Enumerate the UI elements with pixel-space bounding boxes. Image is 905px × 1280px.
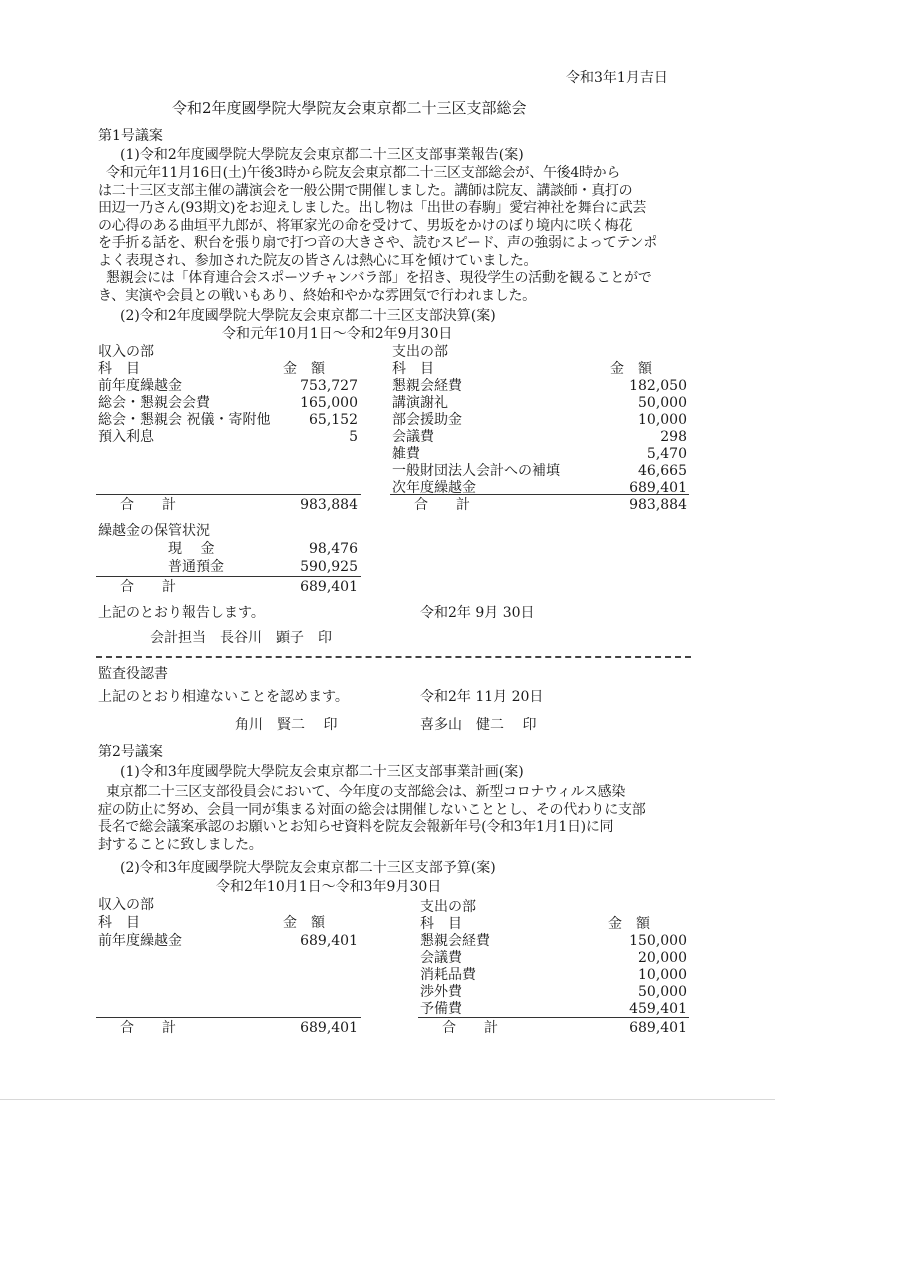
agenda2-heading: 第2号議案 [98,744,163,760]
expense-item: 講演謝礼 [392,395,448,411]
income-col-amount: 金 額 [283,361,325,377]
agenda2-period: 令和2年10月1日～令和3年9月30日 [216,879,442,895]
income-amount: 689,401 [300,933,358,949]
expense-heading: 支出の部 [392,344,448,360]
agenda1-paragraph [98,165,698,305]
p1-line: は二十三区支部主催の講演会を一般公開で開催しました。講師は院友、講談師・真打の [98,182,633,199]
expense-item: 雑費 [392,446,420,462]
income-col-amount: 金 額 [283,915,325,931]
custody-item: 現 金 [168,541,215,557]
p-line: 症の防止に努め、会員一同が集まる対面の総会は開催しないこととし、その代わりに支部 [98,801,646,818]
agenda1-heading: 第1号議案 [98,128,163,144]
income-item: 総会・懇親会 祝儀・寄附他 [98,412,271,428]
agenda2-sub1: (1)令和3年度國學院大學院友会東京都二十三区支部事業計画(案) [120,764,524,780]
expense-item: 会議費 [392,429,434,445]
agenda1-sub2: (2)令和2年度國學院大學院友会東京都二十三区支部決算(案) [120,308,496,324]
expense-item: 消耗品費 [420,967,476,983]
agenda2-sub2: (2)令和3年度國學院大學院友会東京都二十三区支部予算(案) [120,860,496,876]
auditor-2: 喜多山 健二 印 [420,717,537,733]
expense-item: 予備費 [420,1001,462,1017]
custody-item: 普通預金 [168,559,224,575]
expense-amount: 459,401 [629,1001,687,1017]
custody-total: 689,401 [300,579,358,595]
custody-total-label: 合 計 [120,579,176,595]
expense-total-rule [390,494,689,495]
income-amount: 753,727 [300,378,358,394]
document-date: 令和3年1月吉日 [566,70,668,86]
expense-amount: 182,050 [629,378,687,394]
income-col-item: 科 目 [98,915,140,931]
expense-amount: 46,665 [638,463,687,479]
income-total: 689,401 [300,1020,358,1036]
expense-total: 983,884 [629,497,687,513]
audit-date: 令和2年 11月 20日 [420,689,544,705]
p1-line: 田辺一乃さん(93期文)をお迎えしました。出し物は「出世の春駒」愛宕神社を舞台に武芸 [98,200,647,216]
income-total-label: 合 計 [120,1020,176,1036]
expense-total-label: 合 計 [442,1020,498,1036]
expense-item: 懇親会経費 [420,933,490,949]
auditor-1: 角川 賢二 印 [235,717,338,733]
expense-amount: 50,000 [638,395,687,411]
custody-total-rule [96,576,361,577]
expense-amount: 10,000 [638,412,687,428]
income-item: 預入利息 [98,429,154,445]
income-amount: 165,000 [300,395,358,411]
expense-item: 会議費 [420,950,462,966]
expense-item: 一般財団法人会計への補填 [392,463,560,479]
custody-heading: 繰越金の保管状況 [98,523,210,539]
expense-col-item: 科 目 [420,916,462,932]
section-divider [96,656,691,658]
income-amount: 5 [349,429,358,445]
page-bottom-rule [0,1099,775,1100]
income-total-rule [96,494,361,495]
accountant-signature: 会計担当 長谷川 顕子 印 [150,630,332,646]
p2-line: 懇親会には「体育連合会スポーツチャンバラ部」を招き、現役学生の活動を観ることがで [106,270,652,286]
expense-col-item: 科 目 [392,361,434,377]
agenda1-sub1: (1)令和2年度國學院大學院友会東京都二十三区支部事業報告(案) [120,147,524,163]
p-line: 封することに致しました。 [98,836,263,853]
p-line: 東京都二十三区支部役員会において、今年度の支部総会は、新型コロナウィルス感染 [106,784,626,800]
income-heading: 収入の部 [98,897,154,913]
p-line: 長名で総会議案承認のお願いとお知らせ資料を院友会報新年号(令和3年1月1日)に同 [98,819,614,835]
income-item: 総会・懇親会会費 [98,395,210,411]
report-text: 上記のとおり報告します。 [98,605,265,621]
expense-item: 懇親会経費 [392,378,462,394]
income-item: 前年度繰越金 [98,378,182,394]
expense-col-amount: 金 額 [610,361,652,377]
expense-item: 渉外費 [420,984,462,1000]
expense-amount: 5,470 [646,446,687,462]
income-col-item: 科 目 [98,361,140,377]
audit-heading: 監査役認書 [98,666,168,682]
expense-heading: 支出の部 [420,899,476,915]
expense-total-rule [418,1017,689,1018]
income-heading: 収入の部 [98,344,154,360]
expense-amount: 689,401 [629,480,687,496]
p2-line: き、実演や会員との戦いもあり、終始和やかな雰囲気で行われました。 [98,287,536,304]
expense-amount: 298 [660,429,687,445]
custody-amount: 98,476 [309,541,358,557]
p1-line: の心得のある曲垣平九郎が、将軍家光の命を受けて、男坂をかけのぼり境内に咲く梅花 [98,217,633,234]
p1-line: よく表現され、参加された院友の皆さんは熱心に耳を傾けていました。 [98,252,538,269]
p1-line: を手折る話を、釈台を張り扇で打つ音の大きさや、読むスピード、声の強弱によってテンポ [98,235,657,251]
expense-item: 次年度繰越金 [392,480,476,496]
custody-amount: 590,925 [300,559,358,575]
expense-amount: 20,000 [638,950,687,966]
expense-item: 部会援助金 [392,412,462,428]
agenda2-paragraph [98,784,698,854]
income-amount: 65,152 [309,412,358,428]
p1-line: 令和元年11月16日(土)午後3時から院友会東京都二十三区支部総会が、午後4時から [106,165,621,181]
expense-amount: 150,000 [629,933,687,949]
report-date: 令和2年 9月 30日 [420,605,535,621]
income-total: 983,884 [300,497,358,513]
document-title: 令和2年度國學院大學院友会東京都二十三区支部総会 [172,99,527,117]
audit-text: 上記のとおり相違ないことを認めます。 [98,689,349,705]
expense-col-amount: 金 額 [608,916,650,932]
expense-total-label: 合 計 [414,497,470,513]
expense-amount: 10,000 [638,967,687,983]
income-item: 前年度繰越金 [98,933,182,949]
income-total-label: 合 計 [120,497,176,513]
income-total-rule [96,1017,361,1018]
expense-total: 689,401 [629,1020,687,1036]
agenda1-period: 令和元年10月1日～令和2年9月30日 [222,326,453,342]
expense-amount: 50,000 [638,984,687,1000]
